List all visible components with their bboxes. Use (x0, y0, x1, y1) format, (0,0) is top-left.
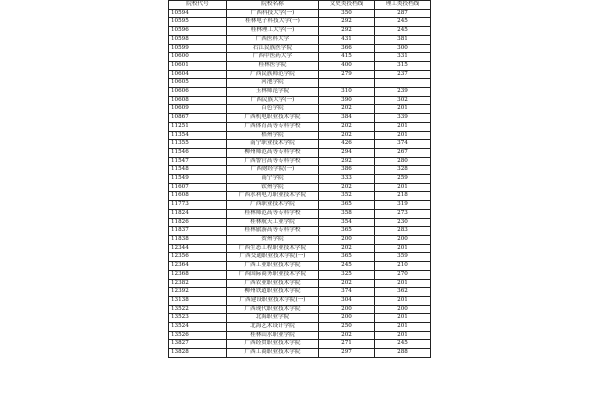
arts-cutoff-cell: 292 (319, 27, 375, 36)
school-code-cell: 10595 (169, 18, 227, 27)
arts-cutoff-cell: 358 (319, 209, 375, 218)
school-name-cell: 桂林理工大学(一) (227, 27, 319, 36)
school-code-cell: 10608 (169, 96, 227, 105)
table-row (169, 96, 431, 105)
table-row (169, 35, 431, 44)
table-row (169, 148, 431, 157)
table-row (169, 314, 431, 323)
table-row (169, 122, 431, 131)
school-name-cell: 广西农业职业技术学院 (227, 279, 319, 288)
school-name-cell: 广西工业职业技术学院 (227, 262, 319, 271)
school-code-cell: 11607 (169, 183, 227, 192)
table-row (169, 88, 431, 97)
school-name-cell: 广西科技大学(一) (227, 9, 319, 18)
school-code-cell: 10598 (169, 35, 227, 44)
school-code-cell: 13828 (169, 349, 227, 358)
table-row (169, 105, 431, 114)
arts-cutoff-cell: 366 (319, 44, 375, 53)
school-code-cell: 10596 (169, 27, 227, 36)
school-code-cell: 10609 (169, 105, 227, 114)
science-cutoff-cell: 201 (375, 314, 431, 323)
school-name-cell: 北海职业学院 (227, 314, 319, 323)
school-name-cell: 南宁职业技术学院 (227, 140, 319, 149)
table-row (169, 296, 431, 305)
table-row (169, 209, 431, 218)
school-name-cell: 广西财经学院(一) (227, 166, 319, 175)
table-body (169, 9, 431, 357)
table-row (169, 235, 431, 244)
table-row (169, 201, 431, 210)
school-name-cell: 贺州学院 (227, 235, 319, 244)
table-row (169, 270, 431, 279)
table-row (169, 114, 431, 123)
science-cutoff-cell: 381 (375, 35, 431, 44)
science-cutoff-cell: 245 (375, 18, 431, 27)
school-name-cell: 广西国际商务职业技术学院 (227, 270, 319, 279)
school-code-cell: 10604 (169, 70, 227, 79)
arts-cutoff-cell: 354 (319, 218, 375, 227)
school-name-cell: 河池学院 (227, 79, 319, 88)
school-name-cell: 柳州师范高等专科学校 (227, 148, 319, 157)
arts-cutoff-cell: 350 (319, 9, 375, 18)
table-row (169, 253, 431, 262)
table-row (169, 27, 431, 36)
science-cutoff-cell: 302 (375, 96, 431, 105)
school-name-cell: 广西水利电力职业技术学院 (227, 192, 319, 201)
science-cutoff-cell: 245 (375, 340, 431, 349)
science-cutoff-cell: 300 (375, 44, 431, 53)
science-cutoff-cell: 287 (375, 9, 431, 18)
arts-cutoff-cell: 297 (319, 349, 375, 358)
school-name-cell: 右江民族医学院 (227, 44, 319, 53)
science-cutoff-cell: 201 (375, 183, 431, 192)
arts-cutoff-cell: 200 (319, 305, 375, 314)
arts-cutoff-cell: 200 (319, 235, 375, 244)
school-code-cell: 10605 (169, 79, 227, 88)
school-name-cell: 广西中医药大学 (227, 53, 319, 62)
school-code-cell: 11826 (169, 218, 227, 227)
science-cutoff-cell: 288 (375, 349, 431, 358)
arts-cutoff-cell: 202 (319, 131, 375, 140)
arts-cutoff-cell: 365 (319, 201, 375, 210)
school-code-cell: 10601 (169, 61, 227, 70)
school-name-cell: 桂林山水职业学院 (227, 331, 319, 340)
school-code-cell: 11837 (169, 227, 227, 236)
school-name-cell: 钦州学院 (227, 183, 319, 192)
school-code-cell: 13522 (169, 305, 227, 314)
school-code-cell: 11355 (169, 140, 227, 149)
school-code-cell: 11824 (169, 209, 227, 218)
school-code-cell: 11838 (169, 235, 227, 244)
arts-cutoff-cell (319, 79, 375, 88)
science-cutoff-cell: 201 (375, 131, 431, 140)
arts-cutoff-cell: 365 (319, 227, 375, 236)
school-code-cell: 12382 (169, 279, 227, 288)
school-name-cell: 广西民族大学(一) (227, 96, 319, 105)
school-code-cell: 11547 (169, 157, 227, 166)
arts-cutoff-cell: 325 (319, 270, 375, 279)
school-name-cell: 广西机电职业技术学院 (227, 114, 319, 123)
table-row (169, 166, 431, 175)
school-name-cell: 广西建设职业技术学院(一) (227, 296, 319, 305)
school-code-cell: 13138 (169, 296, 227, 305)
table-row (169, 279, 431, 288)
arts-cutoff-cell: 292 (319, 157, 375, 166)
school-code-cell: 13524 (169, 323, 227, 332)
school-name-cell: 桂林电子科技大学(一) (227, 18, 319, 27)
science-cutoff-cell: 201 (375, 244, 431, 253)
science-cutoff-cell: 201 (375, 279, 431, 288)
school-code-cell: 12368 (169, 270, 227, 279)
school-name-cell: 北海艺术设计学院 (227, 323, 319, 332)
arts-cutoff-cell: 250 (319, 323, 375, 332)
table-row (169, 305, 431, 314)
science-cutoff-cell: 328 (375, 166, 431, 175)
table-row (169, 140, 431, 149)
school-name-cell: 广西交通职业技术学院(一) (227, 253, 319, 262)
table-row (169, 192, 431, 201)
table-row (169, 9, 431, 18)
school-code-cell: 12364 (169, 262, 227, 271)
arts-cutoff-cell: 202 (319, 183, 375, 192)
table-row (169, 349, 431, 358)
arts-cutoff-cell: 310 (319, 88, 375, 97)
table-row (169, 157, 431, 166)
arts-cutoff-cell: 384 (319, 114, 375, 123)
table-row (169, 18, 431, 27)
science-cutoff-cell: 359 (375, 253, 431, 262)
science-cutoff-cell: 201 (375, 122, 431, 131)
school-code-cell: 10594 (169, 9, 227, 18)
school-name-cell: 柳州铁道职业技术学院 (227, 288, 319, 297)
science-cutoff-cell: 200 (375, 235, 431, 244)
arts-cutoff-cell: 292 (319, 18, 375, 27)
school-code-cell: 11546 (169, 148, 227, 157)
table-row (169, 331, 431, 340)
table-row (169, 244, 431, 253)
school-name-cell: 广西生态工程职业技术学院 (227, 244, 319, 253)
header-school-code: 院校代号 (169, 1, 227, 10)
table-row (169, 79, 431, 88)
admission-score-table-sheet (168, 0, 430, 358)
school-code-cell: 12344 (169, 244, 227, 253)
science-cutoff-cell: 280 (375, 157, 431, 166)
arts-cutoff-cell: 245 (319, 262, 375, 271)
school-code-cell: 11548 (169, 166, 227, 175)
table-row (169, 340, 431, 349)
arts-cutoff-cell: 400 (319, 61, 375, 70)
science-cutoff-cell: 230 (375, 218, 431, 227)
science-cutoff-cell: 201 (375, 105, 431, 114)
admission-score-table (168, 0, 431, 358)
school-code-cell: 12392 (169, 288, 227, 297)
school-name-cell: 百色学院 (227, 105, 319, 114)
school-name-cell: 桂林航天工业学院 (227, 218, 319, 227)
arts-cutoff-cell: 365 (319, 253, 375, 262)
table-row (169, 131, 431, 140)
arts-cutoff-cell: 279 (319, 70, 375, 79)
school-name-cell: 广西医科大学 (227, 35, 319, 44)
school-name-cell: 广西现代职业技术学院 (227, 305, 319, 314)
table-row (169, 262, 431, 271)
school-name-cell: 广西民族师范学院 (227, 70, 319, 79)
science-cutoff-cell: 283 (375, 227, 431, 236)
school-code-cell: 13526 (169, 331, 227, 340)
science-cutoff-cell (375, 79, 431, 88)
arts-cutoff-cell: 202 (319, 105, 375, 114)
science-cutoff-cell: 362 (375, 288, 431, 297)
school-name-cell: 桂林旅游高等专科学校 (227, 227, 319, 236)
table-header-row (169, 1, 431, 10)
table-row (169, 288, 431, 297)
school-code-cell: 10867 (169, 114, 227, 123)
school-code-cell: 11549 (169, 175, 227, 184)
science-cutoff-cell: 201 (375, 323, 431, 332)
school-code-cell: 10606 (169, 88, 227, 97)
school-name-cell: 桂林师范高等专科学校 (227, 209, 319, 218)
arts-cutoff-cell: 294 (319, 148, 375, 157)
arts-cutoff-cell: 271 (319, 340, 375, 349)
arts-cutoff-cell: 390 (319, 96, 375, 105)
science-cutoff-cell: 239 (375, 88, 431, 97)
school-name-cell: 梧州学院 (227, 131, 319, 140)
school-name-cell: 广西工商职业技术学院 (227, 349, 319, 358)
school-name-cell: 南宁学院 (227, 175, 319, 184)
science-cutoff-cell: 267 (375, 148, 431, 157)
science-cutoff-cell: 315 (375, 61, 431, 70)
table-row (169, 53, 431, 62)
school-name-cell: 桂林医学院 (227, 61, 319, 70)
arts-cutoff-cell: 426 (319, 140, 375, 149)
science-cutoff-cell: 201 (375, 331, 431, 340)
arts-cutoff-cell: 431 (319, 35, 375, 44)
science-cutoff-cell: 374 (375, 140, 431, 149)
table-row (169, 323, 431, 332)
science-cutoff-cell: 259 (375, 175, 431, 184)
school-code-cell: 11773 (169, 201, 227, 210)
header-school-name: 院校名称 (227, 1, 319, 10)
science-cutoff-cell: 237 (375, 70, 431, 79)
arts-cutoff-cell: 352 (319, 192, 375, 201)
arts-cutoff-cell: 386 (319, 166, 375, 175)
school-code-cell: 11354 (169, 131, 227, 140)
arts-cutoff-cell: 202 (319, 279, 375, 288)
arts-cutoff-cell: 333 (319, 175, 375, 184)
header-science-cutoff: 理工类投档线 (375, 1, 431, 10)
school-name-cell: 广西经贸职业技术学院 (227, 340, 319, 349)
science-cutoff-cell: 200 (375, 305, 431, 314)
science-cutoff-cell: 210 (375, 262, 431, 271)
arts-cutoff-cell: 415 (319, 53, 375, 62)
arts-cutoff-cell: 202 (319, 122, 375, 131)
table-row (169, 70, 431, 79)
science-cutoff-cell: 270 (375, 270, 431, 279)
school-code-cell: 13523 (169, 314, 227, 323)
science-cutoff-cell: 201 (375, 296, 431, 305)
table-row (169, 183, 431, 192)
science-cutoff-cell: 339 (375, 114, 431, 123)
header-arts-cutoff: 文史类投档线 (319, 1, 375, 10)
arts-cutoff-cell: 202 (319, 331, 375, 340)
table-row (169, 227, 431, 236)
school-code-cell: 13827 (169, 340, 227, 349)
school-name-cell: 广西职业技术学院 (227, 201, 319, 210)
school-code-cell: 10600 (169, 53, 227, 62)
school-name-cell: 玉林师范学院 (227, 88, 319, 97)
school-name-cell: 广西警官高等专科学校 (227, 157, 319, 166)
table-row (169, 61, 431, 70)
arts-cutoff-cell: 200 (319, 314, 375, 323)
arts-cutoff-cell: 202 (319, 244, 375, 253)
arts-cutoff-cell: 304 (319, 296, 375, 305)
science-cutoff-cell: 331 (375, 53, 431, 62)
science-cutoff-cell: 218 (375, 192, 431, 201)
table-row (169, 218, 431, 227)
school-code-cell: 10599 (169, 44, 227, 53)
table-row (169, 44, 431, 53)
school-code-cell: 11608 (169, 192, 227, 201)
table-row (169, 175, 431, 184)
arts-cutoff-cell: 374 (319, 288, 375, 297)
science-cutoff-cell: 273 (375, 209, 431, 218)
school-name-cell: 广西体育高等专科学校 (227, 122, 319, 131)
science-cutoff-cell: 245 (375, 27, 431, 36)
school-code-cell: 12356 (169, 253, 227, 262)
school-code-cell: 11251 (169, 122, 227, 131)
science-cutoff-cell: 319 (375, 201, 431, 210)
